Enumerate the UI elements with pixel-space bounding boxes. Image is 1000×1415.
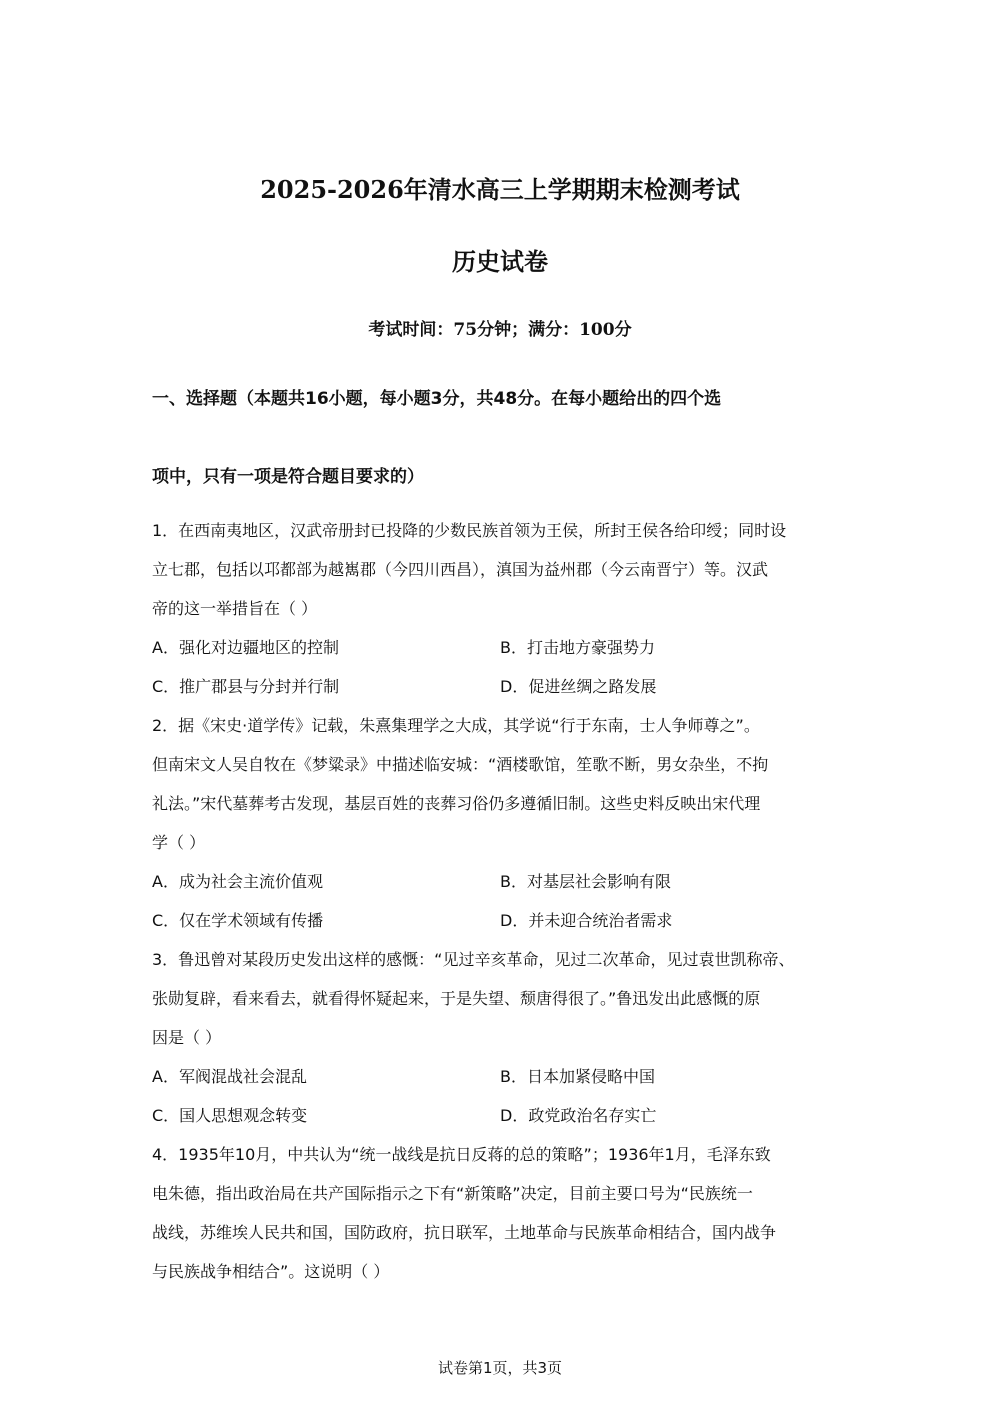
section-heading-line1: 一、选择题（本题共16小题，每小题3分，共48分。在每小题给出的四个选 [152, 389, 722, 409]
question-2-option-a: A．成为社会主流价值观 [152, 872, 323, 891]
question-3-line-2: 张勋复辟，看来看去，就看得怀疑起来，于是失望、颓唐得很了。”鲁迅发出此感慨的原 [152, 989, 761, 1008]
exam-info: 考试时间：75分钟；满分：100分 [368, 320, 632, 340]
question-2-option-b: B．对基层社会影响有限 [500, 872, 671, 891]
question-2-line-1: 2．据《宋史·道学传》记载，朱熹集理学之大成，其学说“行于东南，士人争师尊之”。 [152, 716, 760, 735]
question-4-line-1: 4．1935年10月，中共认为“统一战线是抗日反蒋的总的策略”；1936年1月，毛泽东致 [152, 1145, 771, 1164]
question-2-option-c: C．仅在学术领域有传播 [152, 911, 324, 930]
question-2-line-3: 礼法。”宋代墓葬考古发现，基层百姓的丧葬习俗仍多遵循旧制。这些史料反映出宋代理 [152, 794, 761, 813]
question-2-line-2: 但南宋文人吴自牧在《梦粱录》中描述临安城：“酒楼歌馆，笙歌不断，男女杂坐，不拘 [152, 755, 769, 774]
question-1-line-1: 1．在西南夷地区，汉武帝册封已投降的少数民族首领为王侯，所封王侯各给印绶；同时设 [152, 521, 787, 540]
question-1-line-2: 立七郡，包括以邛都部为越嶲郡（今四川西昌），滇国为益州郡（今云南晋宁）等。汉武 [152, 560, 769, 579]
question-3-option-d: D．政党政治名存实亡 [500, 1106, 657, 1125]
question-1-line-3: 帝的这一举措旨在（ ） [152, 599, 318, 618]
page-footer: 试卷第1页，共3页 [437, 1359, 563, 1377]
question-3-option-a: A．军阀混战社会混乱 [152, 1067, 307, 1086]
question-3-line-3: 因是（ ） [152, 1028, 222, 1047]
question-1-option-d: D．促进丝绸之路发展 [500, 677, 657, 696]
question-2-line-4: 学（ ） [152, 833, 206, 852]
question-1-option-b: B．打击地方豪强势力 [500, 638, 655, 657]
question-4-line-3: 战线，苏维埃人民共和国，国防政府，抗日联军，土地革命与民族革命相结合，国内战争 [152, 1223, 777, 1242]
question-3-option-c: C．国人思想观念转变 [152, 1106, 308, 1125]
question-1-option-a: A．强化对边疆地区的控制 [152, 638, 339, 657]
section-heading-line2: 项中，只有一项是符合题目要求的） [152, 467, 424, 487]
question-3-option-b: B．日本加紧侵略中国 [500, 1067, 655, 1086]
question-1-option-c: C．推广郡县与分封并行制 [152, 677, 340, 696]
question-4-line-4: 与民族战争相结合”。这说明（ ） [152, 1262, 390, 1281]
question-2-option-d: D．并未迎合统治者需求 [500, 911, 673, 930]
exam-title: 2025-2026年清水高三上学期期末检测考试 [260, 175, 740, 204]
exam-subject: 历史试卷 [452, 247, 548, 276]
question-3-line-1: 3．鲁迅曾对某段历史发出这样的感慨：“见过辛亥革命，见过二次革命，见过袁世凯称帝、 [152, 950, 795, 969]
question-4-line-2: 电朱德，指出政治局在共产国际指示之下有“新策略”决定，目前主要口号为“民族统一 [152, 1184, 753, 1203]
